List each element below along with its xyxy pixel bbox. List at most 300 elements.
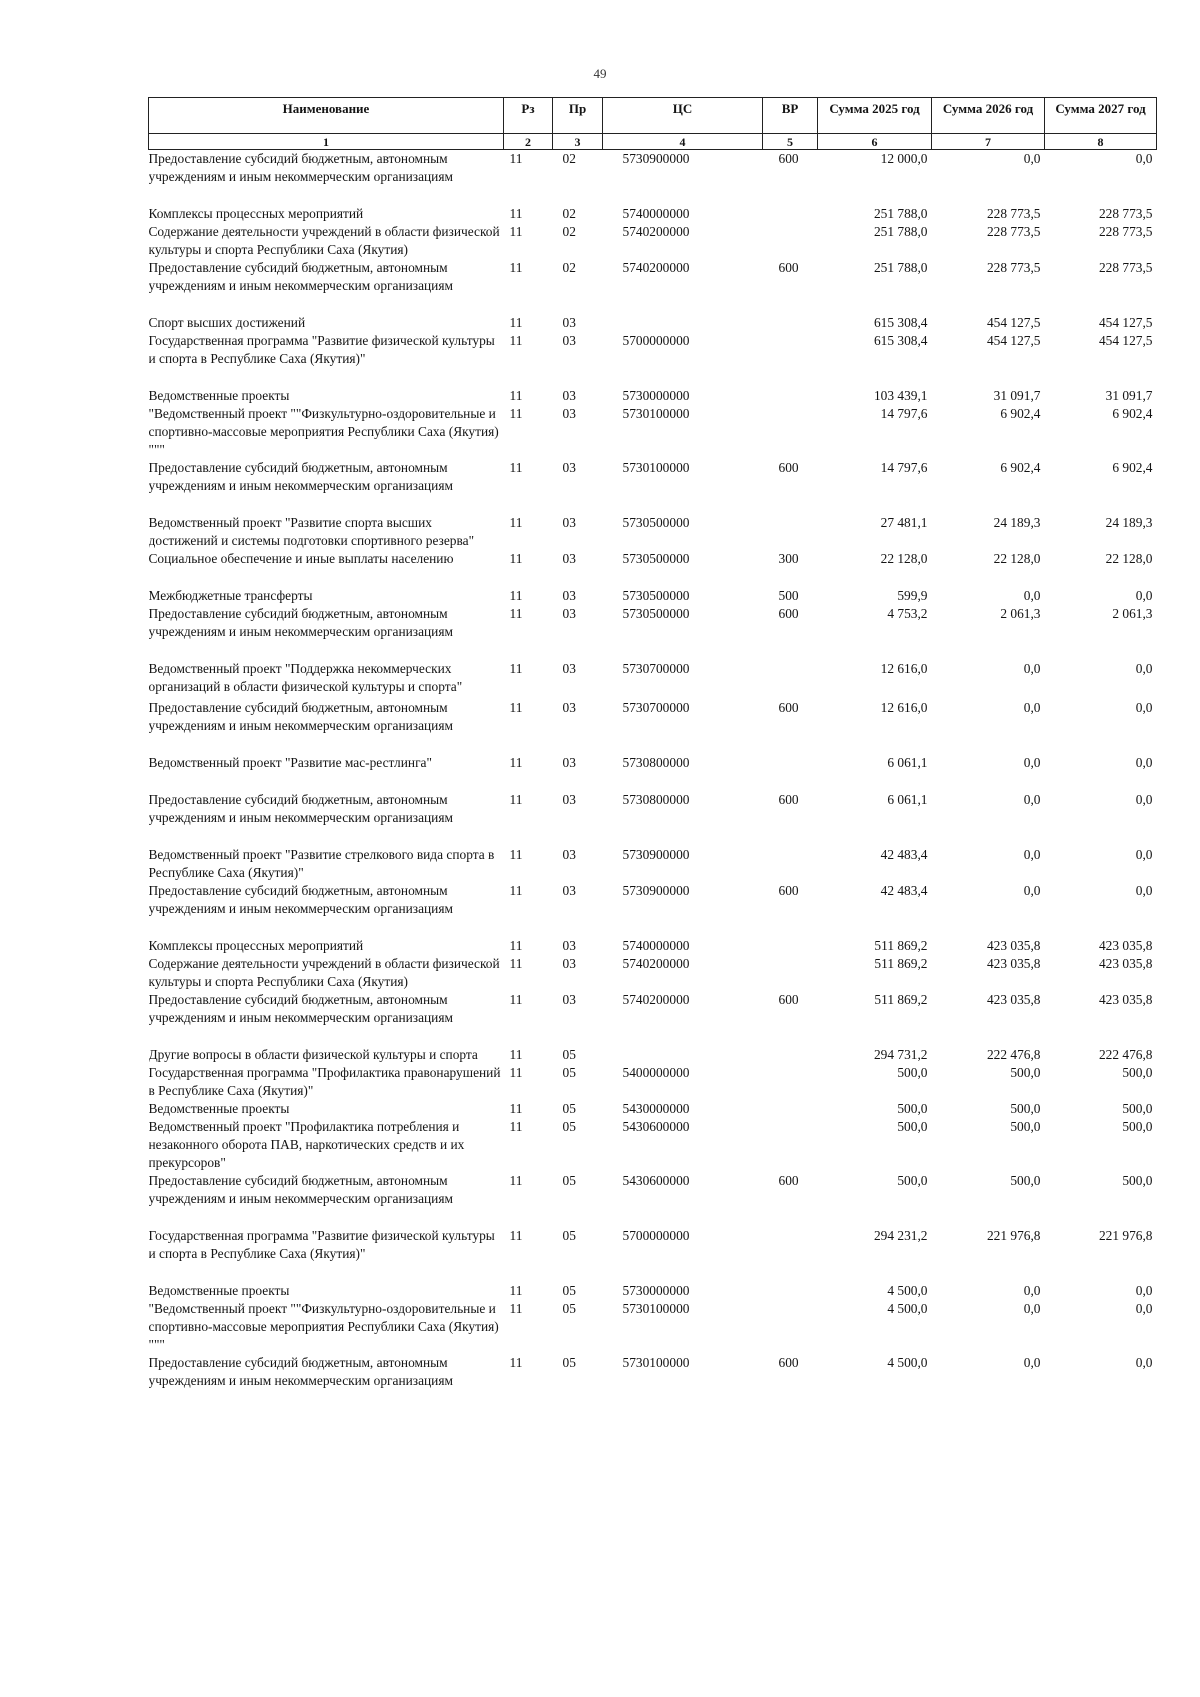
row-sum-2027: 500,0 xyxy=(1122,1173,1153,1188)
row-vr: 600 xyxy=(778,460,799,475)
row-rz: 11 xyxy=(509,938,523,953)
row-name: Ведомственный проект "Развитие мас-рестлинга" xyxy=(148,755,432,770)
header-pr: Пр xyxy=(553,98,603,134)
row-sum-2027: 500,0 xyxy=(1122,1065,1153,1080)
row-sum-2027: 24 189,3 xyxy=(1105,515,1153,530)
header-sum-2025: Сумма 2025 год xyxy=(818,98,932,134)
row-cs: 5730700000 xyxy=(622,661,690,676)
row-rz: 11 xyxy=(509,606,523,621)
table-row xyxy=(149,405,1157,459)
row-sum-2026: 222 476,8 xyxy=(986,1047,1041,1062)
page-number: 49 xyxy=(593,66,607,81)
row-pr: 03 xyxy=(562,700,576,715)
table-row xyxy=(149,699,1157,754)
row-cs: 5700000000 xyxy=(622,1228,690,1243)
row-cs: 5730500000 xyxy=(622,606,690,621)
row-sum-2025: 6 061,1 xyxy=(887,792,928,807)
row-cs: 5740000000 xyxy=(622,938,690,953)
row-pr: 05 xyxy=(562,1065,576,1080)
row-sum-2025: 251 788,0 xyxy=(873,260,928,275)
row-pr: 03 xyxy=(562,792,576,807)
row-sum-2026: 6 902,4 xyxy=(1000,406,1041,421)
row-sum-2027: 423 035,8 xyxy=(1098,956,1153,971)
row-cs xyxy=(603,1046,763,1064)
row-name: Ведомственные проекты xyxy=(148,388,290,403)
table-row xyxy=(149,754,1157,791)
row-cs: 5730500000 xyxy=(622,588,690,603)
row-cs: 5730500000 xyxy=(622,551,690,566)
row-sum-2027: 2 061,3 xyxy=(1112,606,1153,621)
row-pr: 03 xyxy=(562,460,576,475)
row-rz: 11 xyxy=(509,315,523,330)
row-sum-2027: 6 902,4 xyxy=(1112,406,1153,421)
row-vr: 600 xyxy=(778,1173,799,1188)
row-pr: 02 xyxy=(562,224,576,239)
row-pr: 02 xyxy=(562,260,576,275)
row-name: Ведомственный проект "Профилактика потребления и незаконного оборота ПАВ, наркотических средств и их прекурсоров" xyxy=(148,1119,465,1170)
table-row xyxy=(149,459,1157,514)
row-rz: 11 xyxy=(509,956,523,971)
row-vr xyxy=(763,405,818,459)
row-sum-2026: 454 127,5 xyxy=(986,333,1041,348)
header-cs: ЦС xyxy=(603,98,763,134)
row-vr xyxy=(763,514,818,550)
table-row xyxy=(149,791,1157,846)
row-sum-2025: 500,0 xyxy=(897,1101,928,1116)
column-number: 2 xyxy=(504,134,553,150)
row-sum-2026: 228 773,5 xyxy=(986,206,1041,221)
row-sum-2027: 0,0 xyxy=(1135,700,1153,715)
row-rz: 11 xyxy=(509,755,523,770)
row-sum-2027: 0,0 xyxy=(1135,1355,1153,1370)
row-sum-2027: 0,0 xyxy=(1135,151,1153,166)
row-sum-2025: 500,0 xyxy=(897,1119,928,1134)
row-name: Ведомственные проекты xyxy=(148,1283,290,1298)
row-cs: 5730100000 xyxy=(622,1355,690,1370)
row-name: Социальное обеспечение и иные выплаты населению xyxy=(148,551,454,566)
row-sum-2026: 0,0 xyxy=(1023,847,1041,862)
row-rz: 11 xyxy=(509,460,523,475)
row-sum-2025: 6 061,1 xyxy=(887,755,928,770)
table-row xyxy=(149,514,1157,550)
row-pr: 03 xyxy=(562,333,576,348)
row-vr: 600 xyxy=(778,883,799,898)
row-rz: 11 xyxy=(509,1355,523,1370)
row-pr: 03 xyxy=(562,515,576,530)
row-sum-2026: 500,0 xyxy=(1010,1173,1041,1188)
row-cs: 5740200000 xyxy=(622,956,690,971)
row-sum-2026: 2 061,3 xyxy=(1000,606,1041,621)
row-sum-2027: 222 476,8 xyxy=(1098,1047,1153,1062)
table-row xyxy=(149,882,1157,937)
row-vr xyxy=(763,937,818,955)
row-rz: 11 xyxy=(509,388,523,403)
table-body xyxy=(149,150,1157,1391)
row-sum-2027: 500,0 xyxy=(1122,1101,1153,1116)
row-pr: 03 xyxy=(562,551,576,566)
row-vr xyxy=(763,1227,818,1282)
table-row xyxy=(149,846,1157,882)
row-rz: 11 xyxy=(509,151,523,166)
row-sum-2025: 4 500,0 xyxy=(887,1301,928,1316)
row-sum-2025: 599,9 xyxy=(897,588,928,603)
row-cs xyxy=(603,314,763,332)
row-sum-2026: 0,0 xyxy=(1023,661,1041,676)
row-sum-2026: 0,0 xyxy=(1023,792,1041,807)
header-rz: Рз xyxy=(504,98,553,134)
row-rz: 11 xyxy=(509,700,523,715)
row-rz: 11 xyxy=(509,1228,523,1243)
row-cs: 5730000000 xyxy=(622,1283,690,1298)
row-name: Предоставление субсидий бюджетным, автономным учреждениям и иным некоммерческим организациям xyxy=(148,151,453,184)
table-row xyxy=(149,387,1157,405)
row-vr xyxy=(763,1300,818,1354)
row-pr: 02 xyxy=(562,151,576,166)
row-sum-2026: 0,0 xyxy=(1023,700,1041,715)
row-vr: 600 xyxy=(778,700,799,715)
table-row xyxy=(149,223,1157,259)
row-vr: 600 xyxy=(778,992,799,1007)
table-row xyxy=(149,1227,1157,1282)
row-sum-2027: 0,0 xyxy=(1135,588,1153,603)
row-vr: 500 xyxy=(778,588,799,603)
row-name: Предоставление субсидий бюджетным, автономным учреждениям и иным некоммерческим организациям xyxy=(148,460,453,493)
row-sum-2026: 423 035,8 xyxy=(986,956,1041,971)
row-pr: 05 xyxy=(562,1101,576,1116)
row-name: Государственная программа "Развитие физической культуры и спорта в Республике Саха (Якутия)" xyxy=(148,333,495,366)
row-sum-2026: 500,0 xyxy=(1010,1065,1041,1080)
row-name: Другие вопросы в области физической культуры и спорта xyxy=(148,1047,478,1062)
column-number: 1 xyxy=(149,134,504,150)
row-name: Предоставление субсидий бюджетным, автономным учреждениям и иным некоммерческим организациям xyxy=(148,792,453,825)
row-name: "Ведомственный проект ""Физкультурно-оздоровительные и спортивно-массовые мероприятия Республики Саха (Якутия) """ xyxy=(148,406,499,457)
row-sum-2026: 221 976,8 xyxy=(986,1228,1041,1243)
row-name: Комплексы процессных мероприятий xyxy=(148,938,364,953)
row-sum-2026: 0,0 xyxy=(1023,1283,1041,1298)
row-sum-2025: 294 231,2 xyxy=(873,1228,928,1243)
row-cs: 5430600000 xyxy=(622,1173,690,1188)
row-name: Государственная программа "Развитие физической культуры и спорта в Республике Саха (Якутия)" xyxy=(148,1228,495,1261)
row-rz: 11 xyxy=(509,661,523,676)
table-row xyxy=(149,1064,1157,1100)
header-sum-2026: Сумма 2026 год xyxy=(932,98,1045,134)
row-sum-2026: 0,0 xyxy=(1023,755,1041,770)
table-row xyxy=(149,205,1157,223)
table-row xyxy=(149,314,1157,332)
row-pr: 03 xyxy=(562,938,576,953)
row-name: Ведомственный проект "Развитие стрелкового вида спорта в Республике Саха (Якутия)" xyxy=(148,847,495,880)
row-sum-2025: 294 731,2 xyxy=(873,1047,928,1062)
header-name: Наименование xyxy=(149,98,504,134)
header-vr: ВР xyxy=(763,98,818,134)
row-sum-2025: 511 869,2 xyxy=(874,956,928,971)
row-rz: 11 xyxy=(509,224,523,239)
row-rz: 11 xyxy=(509,588,523,603)
row-sum-2025: 27 481,1 xyxy=(880,515,928,530)
row-name: Ведомственные проекты xyxy=(148,1101,290,1116)
column-number: 4 xyxy=(603,134,763,150)
row-sum-2026: 0,0 xyxy=(1023,1355,1041,1370)
row-vr xyxy=(763,754,818,791)
row-pr: 03 xyxy=(562,606,576,621)
row-cs: 5730000000 xyxy=(622,388,690,403)
row-sum-2027: 6 902,4 xyxy=(1112,460,1153,475)
row-sum-2027: 0,0 xyxy=(1135,792,1153,807)
row-sum-2025: 42 483,4 xyxy=(880,847,928,862)
table-row xyxy=(149,660,1157,699)
row-sum-2026: 0,0 xyxy=(1023,1301,1041,1316)
row-name: Предоставление субсидий бюджетным, автономным учреждениям и иным некоммерческим организациям xyxy=(148,1355,453,1388)
budget-table xyxy=(148,97,1157,1390)
row-sum-2026: 228 773,5 xyxy=(986,224,1041,239)
row-name: Предоставление субсидий бюджетным, автономным учреждениям и иным некоммерческим организациям xyxy=(148,700,453,733)
row-pr: 03 xyxy=(562,847,576,862)
row-rz: 11 xyxy=(509,1301,523,1316)
row-sum-2026: 6 902,4 xyxy=(1000,460,1041,475)
row-sum-2027: 22 128,0 xyxy=(1105,551,1153,566)
row-pr: 03 xyxy=(562,588,576,603)
row-pr: 03 xyxy=(562,992,576,1007)
row-pr: 03 xyxy=(562,956,576,971)
row-pr: 05 xyxy=(562,1301,576,1316)
table-header xyxy=(149,98,1157,150)
column-number: 7 xyxy=(932,134,1045,150)
row-sum-2027: 423 035,8 xyxy=(1098,992,1153,1007)
row-sum-2025: 4 500,0 xyxy=(887,1283,928,1298)
row-cs: 5730100000 xyxy=(622,1301,690,1316)
row-name: Государственная программа "Профилактика правонарушений в Республике Саха (Якутия)" xyxy=(148,1065,501,1098)
row-vr: 600 xyxy=(778,606,799,621)
row-rz: 11 xyxy=(509,792,523,807)
row-sum-2026: 24 189,3 xyxy=(993,515,1041,530)
row-cs: 5740000000 xyxy=(622,206,690,221)
row-pr: 03 xyxy=(562,755,576,770)
row-rz: 11 xyxy=(509,1173,523,1188)
table-row xyxy=(149,587,1157,605)
row-sum-2027: 0,0 xyxy=(1135,755,1153,770)
row-cs: 5430600000 xyxy=(622,1119,690,1134)
table-row xyxy=(149,991,1157,1046)
row-pr: 02 xyxy=(562,206,576,221)
row-pr: 05 xyxy=(562,1355,576,1370)
row-name: Спорт высших достижений xyxy=(148,315,306,330)
row-sum-2027: 221 976,8 xyxy=(1098,1228,1153,1243)
row-vr xyxy=(763,660,818,699)
row-sum-2026: 228 773,5 xyxy=(986,260,1041,275)
row-cs: 5730900000 xyxy=(622,151,690,166)
row-vr: 600 xyxy=(778,260,799,275)
row-sum-2025: 615 308,4 xyxy=(873,333,928,348)
row-rz: 11 xyxy=(509,883,523,898)
row-vr xyxy=(763,387,818,405)
row-sum-2025: 4 500,0 xyxy=(887,1355,928,1370)
row-vr xyxy=(763,1118,818,1172)
row-sum-2025: 14 797,6 xyxy=(880,406,928,421)
column-number: 3 xyxy=(553,134,603,150)
row-rz: 11 xyxy=(509,847,523,862)
row-name: Комплексы процессных мероприятий xyxy=(148,206,364,221)
row-sum-2026: 0,0 xyxy=(1023,151,1041,166)
row-sum-2025: 14 797,6 xyxy=(880,460,928,475)
row-rz: 11 xyxy=(509,206,523,221)
row-sum-2027: 500,0 xyxy=(1122,1119,1153,1134)
row-sum-2026: 22 128,0 xyxy=(993,551,1041,566)
header-sum-2027: Сумма 2027 год xyxy=(1045,98,1157,134)
table-row xyxy=(149,1300,1157,1354)
row-vr xyxy=(763,1282,818,1300)
row-sum-2025: 22 128,0 xyxy=(880,551,928,566)
table-row xyxy=(149,332,1157,387)
row-sum-2026: 423 035,8 xyxy=(986,992,1041,1007)
row-sum-2025: 615 308,4 xyxy=(873,315,928,330)
row-pr: 05 xyxy=(562,1119,576,1134)
row-pr: 03 xyxy=(562,388,576,403)
row-vr xyxy=(763,1064,818,1100)
row-vr: 300 xyxy=(778,551,799,566)
row-sum-2025: 12 616,0 xyxy=(880,700,928,715)
row-name: Межбюджетные трансферты xyxy=(148,588,313,603)
row-name: Ведомственный проект "Развитие спорта высших достижений и системы подготовки спортивного резерва" xyxy=(148,515,475,548)
row-pr: 03 xyxy=(562,883,576,898)
row-sum-2025: 251 788,0 xyxy=(873,206,928,221)
row-sum-2025: 12 000,0 xyxy=(880,151,928,166)
row-name: Ведомственный проект "Поддержка некоммерческих организаций в области физической культуры и спорта" xyxy=(148,661,463,694)
row-rz: 11 xyxy=(509,515,523,530)
row-cs: 5430000000 xyxy=(622,1101,690,1116)
row-rz: 11 xyxy=(509,333,523,348)
row-rz: 11 xyxy=(509,1101,523,1116)
row-vr xyxy=(763,955,818,991)
row-cs: 5730100000 xyxy=(622,460,690,475)
row-sum-2025: 251 788,0 xyxy=(873,224,928,239)
row-pr: 03 xyxy=(562,406,576,421)
row-name: Предоставление субсидий бюджетным, автономным учреждениям и иным некоммерческим организациям xyxy=(148,1173,453,1206)
row-pr: 03 xyxy=(562,315,576,330)
row-cs: 5730800000 xyxy=(622,755,690,770)
row-cs: 5730500000 xyxy=(622,515,690,530)
row-pr: 05 xyxy=(562,1283,576,1298)
budget-table-container xyxy=(148,97,1153,1390)
row-rz: 11 xyxy=(509,406,523,421)
row-vr xyxy=(763,314,818,332)
row-vr xyxy=(763,223,818,259)
row-sum-2027: 0,0 xyxy=(1135,1283,1153,1298)
row-pr: 05 xyxy=(562,1228,576,1243)
row-sum-2027: 31 091,7 xyxy=(1105,388,1153,403)
row-sum-2025: 12 616,0 xyxy=(880,661,928,676)
row-sum-2025: 4 753,2 xyxy=(887,606,928,621)
table-row xyxy=(149,1172,1157,1227)
table-row xyxy=(149,1282,1157,1300)
table-row xyxy=(149,605,1157,660)
row-rz: 11 xyxy=(509,551,523,566)
row-sum-2027: 454 127,5 xyxy=(1098,333,1153,348)
row-sum-2026: 500,0 xyxy=(1010,1101,1041,1116)
row-cs: 5730700000 xyxy=(622,700,690,715)
column-number: 8 xyxy=(1045,134,1157,150)
row-cs: 5730900000 xyxy=(622,847,690,862)
table-row xyxy=(149,937,1157,955)
row-cs: 5740200000 xyxy=(622,224,690,239)
row-sum-2025: 511 869,2 xyxy=(874,992,928,1007)
row-sum-2026: 31 091,7 xyxy=(993,388,1041,403)
row-vr: 600 xyxy=(778,151,799,166)
row-vr xyxy=(763,846,818,882)
table-row xyxy=(149,1118,1157,1172)
row-sum-2026: 423 035,8 xyxy=(986,938,1041,953)
row-sum-2025: 500,0 xyxy=(897,1065,928,1080)
row-vr xyxy=(763,332,818,387)
row-cs: 5730800000 xyxy=(622,792,690,807)
row-sum-2027: 0,0 xyxy=(1135,661,1153,676)
row-pr: 05 xyxy=(562,1047,576,1062)
row-vr: 600 xyxy=(778,1355,799,1370)
table-row xyxy=(149,955,1157,991)
row-vr xyxy=(763,1100,818,1118)
row-vr: 600 xyxy=(778,792,799,807)
row-sum-2027: 454 127,5 xyxy=(1098,315,1153,330)
row-sum-2026: 0,0 xyxy=(1023,588,1041,603)
row-rz: 11 xyxy=(509,992,523,1007)
row-rz: 11 xyxy=(509,1283,523,1298)
row-cs: 5740200000 xyxy=(622,992,690,1007)
row-sum-2027: 0,0 xyxy=(1135,847,1153,862)
row-name: "Ведомственный проект ""Физкультурно-оздоровительные и спортивно-массовые мероприятия Республики Саха (Якутия) """ xyxy=(148,1301,499,1352)
row-sum-2025: 103 439,1 xyxy=(873,388,928,403)
table-row xyxy=(149,1046,1157,1064)
row-sum-2026: 500,0 xyxy=(1010,1119,1041,1134)
table-row xyxy=(149,259,1157,314)
row-sum-2025: 511 869,2 xyxy=(874,938,928,953)
row-rz: 11 xyxy=(509,1065,523,1080)
row-name: Предоставление субсидий бюджетным, автономным учреждениям и иным некоммерческим организациям xyxy=(148,260,453,293)
row-sum-2026: 0,0 xyxy=(1023,883,1041,898)
row-sum-2027: 228 773,5 xyxy=(1098,260,1153,275)
row-name: Содержание деятельности учреждений в области физической культуры и спорта Республики Саха (Якутия) xyxy=(148,224,500,257)
table-row xyxy=(149,550,1157,587)
table-row xyxy=(149,1354,1157,1390)
row-cs: 5400000000 xyxy=(622,1065,690,1080)
row-sum-2025: 500,0 xyxy=(897,1173,928,1188)
row-sum-2027: 423 035,8 xyxy=(1098,938,1153,953)
table-row xyxy=(149,150,1157,206)
row-rz: 11 xyxy=(509,1047,523,1062)
row-pr: 03 xyxy=(562,661,576,676)
row-vr xyxy=(763,205,818,223)
column-number: 5 xyxy=(763,134,818,150)
row-name: Содержание деятельности учреждений в области физической культуры и спорта Республики Саха (Якутия) xyxy=(148,956,500,989)
row-rz: 11 xyxy=(509,1119,523,1134)
row-name: Предоставление субсидий бюджетным, автономным учреждениям и иным некоммерческим организациям xyxy=(148,883,453,916)
row-sum-2027: 228 773,5 xyxy=(1098,206,1153,221)
row-pr: 05 xyxy=(562,1173,576,1188)
row-vr xyxy=(763,1046,818,1064)
row-cs: 5730100000 xyxy=(622,406,690,421)
row-cs: 5730900000 xyxy=(622,883,690,898)
row-sum-2025: 42 483,4 xyxy=(880,883,928,898)
row-sum-2027: 0,0 xyxy=(1135,883,1153,898)
row-name: Предоставление субсидий бюджетным, автономным учреждениям и иным некоммерческим организациям xyxy=(148,992,453,1025)
row-sum-2027: 228 773,5 xyxy=(1098,224,1153,239)
row-rz: 11 xyxy=(509,260,523,275)
column-number: 6 xyxy=(818,134,932,150)
row-sum-2026: 454 127,5 xyxy=(986,315,1041,330)
row-sum-2027: 0,0 xyxy=(1135,1301,1153,1316)
row-name: Предоставление субсидий бюджетным, автономным учреждениям и иным некоммерческим организациям xyxy=(148,606,453,639)
row-cs: 5740200000 xyxy=(622,260,690,275)
row-cs: 5700000000 xyxy=(622,333,690,348)
table-row xyxy=(149,1100,1157,1118)
